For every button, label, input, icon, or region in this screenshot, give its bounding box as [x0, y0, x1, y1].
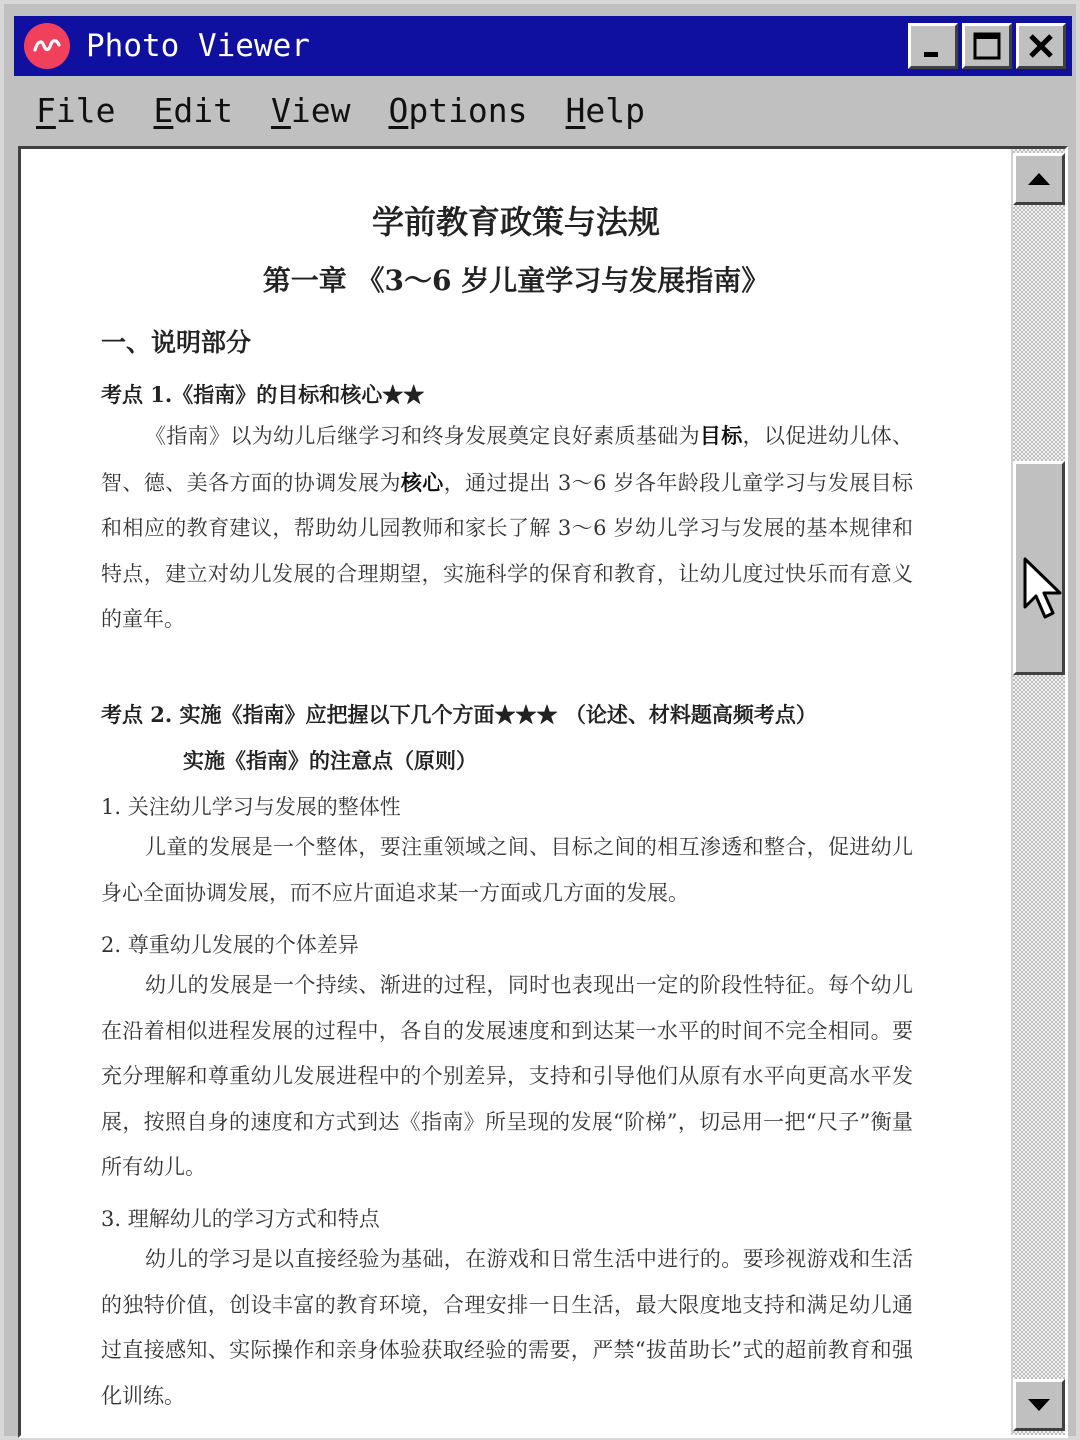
window-title: Photo Viewer [86, 28, 310, 64]
principle-1-paragraph: 儿童的发展是一个整体，要注重领域之间、目标之间的相互渗透和整合，促进幼儿身心全面协调发展，而不应片面追求某一方面或几方面的发展。 [101, 835, 913, 905]
principle-1-title: 1. 关注幼儿学习与发展的整体性 [101, 795, 401, 819]
arrow-down-icon [1026, 1397, 1052, 1413]
page-title: 学前教育政策与法规 [371, 203, 660, 241]
kp1-paragraph: 《指南》以为幼儿后继学习和终身发展奠定良好素质基础为目标，以促进幼儿体、智、德、美各方面的协调发展为核心，通过提出 3～6 岁各年龄段儿童学习与发展目标和相应的教育建议，帮助幼儿园教师和家长了解 3～6 岁幼儿学习与发展的基本规律和特点，建立对幼儿发展的合理期望，实施科学的保育和教育，让幼儿度过快乐而有意义的童年。 [101, 423, 914, 632]
principle-2-paragraph: 幼儿的发展是一个持续、渐进的过程，同时也表现出一定的阶段性特征。每个幼儿在沿着相似进程发展的过程中，各自的发展速度和到达某一水平的时间不完全相同。要充分理解和尊重幼儿发展进程中的个别差异，支持和引导他们从原有水平向更高水平发展，按照自身的速度和方式到达《指南》所呈现的发展“阶梯”，切忌用一把“尺子”衡量所有幼儿。 [101, 973, 913, 1180]
scroll-down-button[interactable] [1013, 1379, 1065, 1431]
minimize-button[interactable] [908, 23, 958, 69]
vertical-scrollbar[interactable] [1011, 149, 1065, 1435]
menu-view[interactable]: View [270, 90, 351, 130]
window-controls [908, 23, 1066, 69]
document-page [21, 149, 1011, 1435]
principle-3-paragraph: 幼儿的学习是以直接经验为基础，在游戏和日常生活中进行的。要珍视游戏和生活的独特价值，创设丰富的教育环境，合理安排一日生活，最大限度地支持和满足幼儿通过直接感知、实际操作和亲身体验获取经验的需要，严禁“拔苗助长”式的超前教育和强化训练。 [101, 1247, 913, 1408]
minimize-icon [919, 32, 947, 60]
arrow-up-icon [1026, 171, 1052, 187]
section-heading: 一、说明部分 [101, 328, 252, 357]
photo-viewer-icon [24, 23, 70, 69]
title-bar[interactable] [14, 16, 1072, 76]
maximize-icon [972, 31, 1002, 61]
kp1-heading: 考点 1.《指南》的目标和核心★★ [101, 382, 425, 407]
close-icon [1026, 31, 1056, 61]
scroll-up-button[interactable] [1013, 153, 1065, 205]
menu-edit[interactable]: Edit [153, 90, 233, 130]
maximize-button[interactable] [962, 23, 1012, 69]
image-frame [18, 146, 1068, 1438]
menu-help[interactable]: Help [565, 90, 646, 130]
kp2-subheading: 实施《指南》的注意点（原则） [183, 748, 477, 773]
close-button[interactable] [1016, 23, 1066, 69]
principle-3-title: 3. 理解幼儿的学习方式和特点 [101, 1207, 380, 1231]
chapter-heading: 第一章 《3～6 岁儿童学习与发展指南》 [262, 264, 770, 297]
kp2-heading: 考点 2. 实施《指南》应把握以下几个方面★★★ （论述、材料题高频考点） [101, 702, 817, 727]
menu-bar [14, 82, 1072, 138]
menu-options[interactable]: Options [388, 90, 528, 130]
principle-2-title: 2. 尊重幼儿发展的个体差异 [101, 933, 359, 957]
mouse-pointer-icon [1022, 557, 1066, 623]
menu-file[interactable]: File [36, 90, 116, 130]
